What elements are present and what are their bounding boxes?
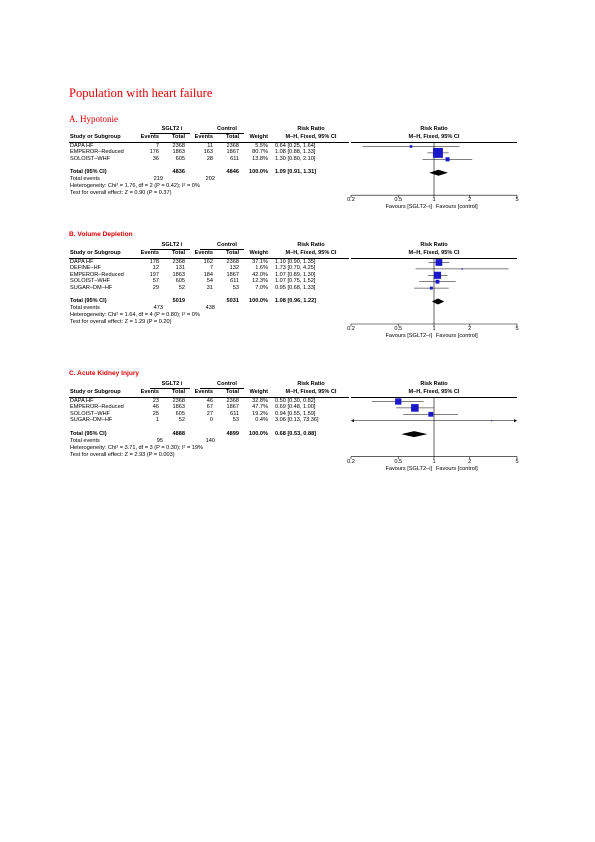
- study-total-control: 53: [232, 284, 239, 291]
- total-control: 4846: [226, 169, 239, 176]
- study-weight: 80.7%: [252, 149, 268, 156]
- study-risk-ratio-ci: 1.07 [0.89, 1.30]: [275, 271, 316, 278]
- study-total-sglt2i: 131: [175, 265, 185, 272]
- study-risk-ratio-ci: 0.64 [0.25, 1.64]: [275, 143, 316, 149]
- x-axis-tick-label: 0.5: [394, 326, 403, 332]
- study-events-control: 162: [203, 259, 213, 265]
- study-risk-ratio-ci: 1.73 [0.70, 4.25]: [275, 265, 316, 272]
- study-weight: 47.7%: [252, 404, 268, 411]
- study-events-sglt2i: 57: [152, 278, 159, 285]
- pooled-diamond: [401, 431, 427, 437]
- study-total-control: 611: [230, 155, 239, 162]
- overall-effect-test: Test for overall effect: Z = 0.90 (P = 0.37): [70, 190, 172, 197]
- total-sglt2i: 4836: [172, 169, 185, 176]
- total-sglt2i: 5019: [172, 298, 185, 304]
- favours-sglt2i-label: Favours [SGLT2–i]: [385, 204, 432, 211]
- study-events-sglt2i: 25: [152, 410, 159, 417]
- col-total: Total: [226, 389, 239, 395]
- col-events: Events: [140, 250, 159, 256]
- study-events-sglt2i: 7: [155, 143, 159, 149]
- forest-plot-canvas: [0, 365, 595, 487]
- col-group-sglt2i: SGLT2 i: [161, 126, 183, 132]
- col-weight: Weight: [249, 250, 268, 256]
- plot-method: M–H, Fixed, 95% CI: [408, 250, 460, 256]
- overall-effect-test: Test for overall effect: Z = 2.93 (P = 0.003): [70, 451, 175, 458]
- study-point-estimate: [430, 287, 433, 290]
- study-point-estimate: [462, 268, 463, 269]
- study-total-sglt2i: 2368: [172, 398, 185, 404]
- col-study: Study or Subgroup: [70, 389, 121, 395]
- col-method: M–H, Fixed, 95% CI: [285, 389, 337, 395]
- col-total: Total: [226, 250, 239, 256]
- study-total-control: 1867: [226, 271, 239, 278]
- col-risk-ratio: Risk Ratio: [297, 381, 325, 387]
- study-name: DAPA HF: [70, 398, 94, 404]
- study-total-sglt2i: 52: [178, 284, 185, 291]
- x-axis-tick-label: 5: [515, 326, 519, 332]
- col-events: Events: [194, 389, 213, 395]
- x-axis-tick-label: 2: [468, 197, 472, 204]
- total-control: 5031: [226, 298, 239, 304]
- study-weight: 13.8%: [252, 155, 268, 162]
- study-weight: 32.8%: [252, 398, 268, 404]
- study-name: SOLOIST–WHF: [70, 155, 111, 162]
- study-events-sglt2i: 197: [149, 271, 159, 278]
- study-name: DEFINE–HF: [70, 265, 102, 272]
- study-events-control: 27: [206, 410, 213, 417]
- study-name: EMPEROR–Reduced: [70, 404, 124, 411]
- study-weight: 12.3%: [252, 278, 268, 285]
- total-events-sglt2i: 95: [156, 437, 163, 444]
- total-control: 4899: [226, 430, 239, 437]
- study-risk-ratio-ci: 1.10 [0.90, 1.35]: [275, 259, 316, 265]
- total-events-control: 438: [205, 305, 215, 311]
- study-events-sglt2i: 23: [152, 398, 159, 404]
- study-total-sglt2i: 1863: [172, 149, 185, 156]
- study-name: EMPEROR–Reduced: [70, 271, 124, 278]
- total-weight: 100.0%: [249, 430, 268, 437]
- study-point-estimate: [491, 420, 492, 421]
- study-events-control: 11: [207, 143, 213, 149]
- col-study: Study or Subgroup: [70, 134, 121, 140]
- study-events-control: 0: [209, 417, 213, 424]
- study-events-control: 184: [203, 271, 213, 278]
- col-method: M–H, Fixed, 95% CI: [285, 134, 337, 140]
- col-events: Events: [194, 134, 213, 140]
- total-label: Total (95% CI): [70, 298, 107, 304]
- study-total-control: 53: [232, 417, 239, 424]
- total-events-label: Total events: [70, 176, 100, 183]
- study-events-sglt2i: 178: [149, 259, 159, 265]
- study-total-control: 611: [230, 410, 239, 417]
- total-risk-ratio-ci: 1.09 [0.91, 1.31]: [275, 169, 317, 176]
- study-total-control: 132: [229, 265, 239, 272]
- study-total-sglt2i: 2368: [172, 143, 185, 149]
- favours-sglt2i-label: Favours [SGLT2–i]: [385, 333, 432, 339]
- study-risk-ratio-ci: 1.07 [0.75, 1.52]: [275, 278, 316, 285]
- total-label: Total (95% CI): [70, 430, 107, 437]
- total-events-label: Total events: [70, 437, 100, 444]
- panel-title: C. Acute Kidney Injury: [69, 370, 140, 377]
- col-group-sglt2i: SGLT2 i: [161, 242, 183, 248]
- plot-risk-ratio: Risk Ratio: [420, 126, 448, 132]
- x-axis-tick-label: 0.2: [347, 326, 355, 332]
- x-axis-tick-label: 0.2: [347, 197, 355, 204]
- study-total-control: 2368: [226, 143, 239, 149]
- col-total: Total: [172, 134, 185, 140]
- study-name: SUGAR–DM–HF: [70, 417, 113, 424]
- study-events-control: 67: [206, 404, 213, 411]
- col-risk-ratio: Risk Ratio: [297, 242, 325, 248]
- total-risk-ratio-ci: 0.68 [0.53, 0.88]: [275, 430, 317, 437]
- study-total-sglt2i: 1863: [172, 404, 185, 411]
- study-events-control: 28: [206, 155, 213, 162]
- study-total-sglt2i: 605: [175, 155, 185, 162]
- col-total: Total: [172, 250, 185, 256]
- col-weight: Weight: [249, 134, 268, 140]
- x-axis-tick-label: 2: [468, 458, 472, 465]
- study-name: SOLOIST–WHF: [70, 278, 111, 285]
- study-weight: 1.6%: [255, 265, 268, 272]
- plot-method: M–H, Fixed, 95% CI: [408, 389, 460, 395]
- total-label: Total (95% CI): [70, 169, 107, 176]
- study-total-sglt2i: 52: [178, 417, 185, 424]
- col-events: Events: [194, 250, 213, 256]
- study-events-sglt2i: 12: [152, 265, 159, 272]
- col-events: Events: [140, 134, 159, 140]
- favours-sglt2i-label: Favours [SGLT2–i]: [385, 465, 432, 472]
- study-events-control: 54: [206, 278, 213, 285]
- study-events-control: 46: [206, 398, 213, 404]
- x-axis-tick-label: 5: [515, 197, 519, 204]
- col-group-control: Control: [217, 126, 237, 132]
- total-events-label: Total events: [70, 305, 100, 311]
- col-group-control: Control: [217, 381, 237, 387]
- study-risk-ratio-ci: 0.94 [0.55, 1.59]: [275, 410, 316, 417]
- study-total-sglt2i: 605: [175, 278, 185, 285]
- col-weight: Weight: [249, 389, 268, 395]
- plot-risk-ratio: Risk Ratio: [420, 381, 448, 387]
- study-point-estimate: [411, 404, 419, 412]
- study-name: DAPA HF: [70, 259, 94, 265]
- study-weight: 19.2%: [252, 410, 268, 417]
- x-axis-tick-label: 1: [432, 458, 436, 465]
- study-risk-ratio-ci: 1.08 [0.88, 1.33]: [275, 149, 316, 156]
- ci-arrow-left: [351, 419, 354, 422]
- study-total-control: 611: [230, 278, 239, 285]
- plot-risk-ratio: Risk Ratio: [420, 242, 448, 248]
- study-name: SOLOIST–WHF: [70, 410, 111, 417]
- x-axis-tick-label: 1: [432, 197, 436, 204]
- study-weight: 42.0%: [252, 271, 268, 278]
- favours-control-label: Favours [control]: [436, 465, 478, 472]
- study-weight: 7.0%: [255, 284, 268, 291]
- heterogeneity-stats: Heterogeneity: Chi² = 1.64, df = 4 (P = 0.80); I² = 0%: [70, 312, 200, 318]
- x-axis-tick-label: 1: [432, 326, 436, 332]
- study-events-sglt2i: 176: [149, 149, 159, 156]
- study-name: SUGAR–DM–HF: [70, 284, 113, 291]
- panel-title: B. Volume Depletion: [69, 231, 133, 238]
- study-events-control: 163: [203, 149, 213, 156]
- study-point-estimate: [436, 259, 443, 266]
- plot-method: M–H, Fixed, 95% CI: [408, 134, 460, 140]
- total-events-control: 140: [205, 437, 215, 444]
- panel-title: A. Hypotonie: [69, 114, 118, 124]
- favours-control-label: Favours [control]: [436, 333, 478, 339]
- x-axis-tick-label: 5: [515, 458, 519, 465]
- heterogeneity-stats: Heterogeneity: Chi² = 1.76, df = 2 (P = 0.42); I² = 0%: [70, 183, 200, 190]
- study-events-sglt2i: 29: [152, 284, 159, 291]
- favours-control-label: Favours [control]: [436, 204, 478, 211]
- study-point-estimate: [445, 157, 449, 161]
- col-events: Events: [140, 389, 159, 395]
- x-axis-tick-label: 2: [468, 326, 472, 332]
- page-title: Population with heart failure: [69, 86, 213, 100]
- total-events-sglt2i: 473: [153, 305, 163, 311]
- x-axis-tick-label: 0.5: [394, 197, 403, 204]
- study-events-control: 7: [209, 265, 213, 272]
- study-events-control: 31: [206, 284, 213, 291]
- study-weight: 0.4%: [255, 417, 268, 424]
- study-total-sglt2i: 1863: [172, 271, 185, 278]
- col-group-control: Control: [217, 242, 237, 248]
- study-point-estimate: [395, 398, 401, 404]
- total-events-control: 202: [205, 176, 215, 183]
- total-sglt2i: 4888: [172, 430, 185, 437]
- study-events-sglt2i: 36: [152, 155, 159, 162]
- study-events-sglt2i: 1: [155, 417, 159, 424]
- x-axis-tick-label: 0.2: [347, 458, 355, 465]
- study-risk-ratio-ci: 3.06 [0.13, 73.36]: [275, 417, 319, 424]
- total-weight: 100.0%: [249, 169, 268, 176]
- forest-plot-canvas: [0, 110, 595, 225]
- x-axis-tick-label: 0.5: [394, 458, 403, 465]
- study-point-estimate: [436, 280, 440, 284]
- pooled-diamond: [429, 170, 448, 176]
- study-weight: 5.5%: [255, 143, 268, 149]
- study-total-control: 2368: [226, 398, 239, 404]
- study-total-control: 1867: [226, 149, 239, 156]
- total-events-sglt2i: 219: [153, 176, 163, 183]
- study-point-estimate: [433, 148, 443, 158]
- study-point-estimate: [410, 145, 413, 148]
- overall-effect-test: Test for overall effect: Z = 1.29 (P = 0.20): [70, 319, 172, 325]
- total-risk-ratio-ci: 1.08 [0.96, 1.22]: [275, 298, 317, 304]
- study-point-estimate: [434, 272, 441, 279]
- study-events-sglt2i: 46: [152, 404, 159, 411]
- ci-arrow-right: [514, 419, 517, 422]
- study-name: DAPA HF: [70, 143, 94, 149]
- study-risk-ratio-ci: 0.69 [0.48, 1.00]: [275, 404, 316, 411]
- study-total-control: 2368: [226, 259, 239, 265]
- study-total-sglt2i: 2368: [172, 259, 185, 265]
- total-weight: 100.0%: [249, 298, 268, 304]
- col-method: M–H, Fixed, 95% CI: [285, 250, 337, 256]
- study-risk-ratio-ci: 0.50 [0.30, 0.82]: [275, 398, 316, 404]
- col-total: Total: [172, 389, 185, 395]
- study-total-control: 1867: [226, 404, 239, 411]
- study-risk-ratio-ci: 0.95 [0.68, 1.33]: [275, 284, 316, 291]
- study-total-sglt2i: 605: [175, 410, 185, 417]
- study-name: EMPEROR–Reduced: [70, 149, 124, 156]
- col-group-sglt2i: SGLT2 i: [161, 381, 183, 387]
- col-study: Study or Subgroup: [70, 250, 121, 256]
- heterogeneity-stats: Heterogeneity: Chi² = 3.71, df = 3 (P = 0.30); I² = 19%: [70, 444, 203, 451]
- col-total: Total: [226, 134, 239, 140]
- study-point-estimate: [428, 412, 433, 417]
- col-risk-ratio: Risk Ratio: [297, 126, 325, 132]
- study-weight: 37.1%: [252, 259, 268, 265]
- study-risk-ratio-ci: 1.30 [0.80, 2.10]: [275, 155, 316, 162]
